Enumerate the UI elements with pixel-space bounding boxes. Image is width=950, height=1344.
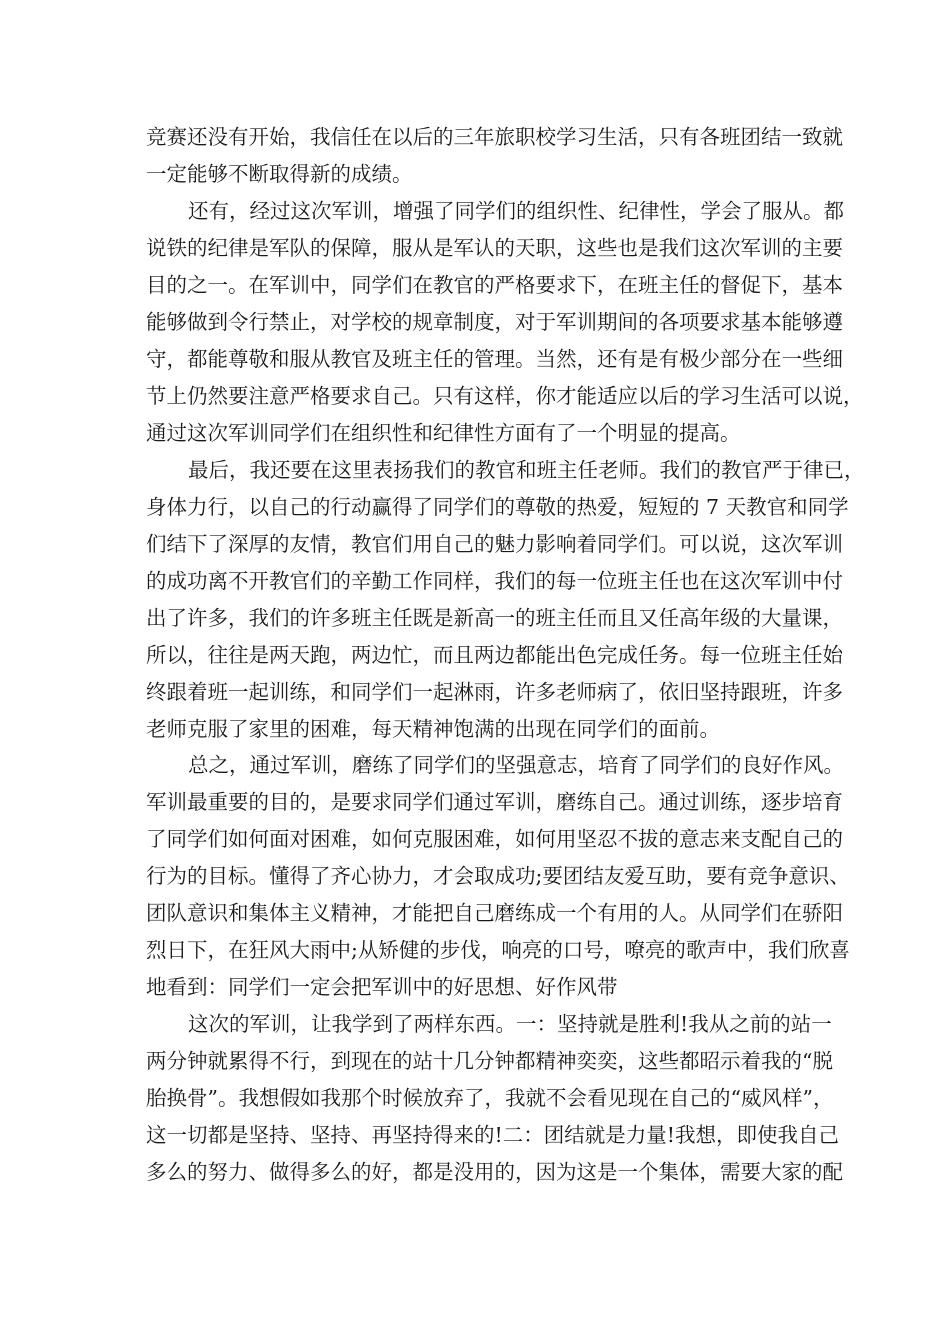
text-line: 的成功离不开教官们的辛勤工作同样，我们的每一位班主任也在这次军训中付 — [146, 569, 843, 593]
text-line: 竞赛还没有开始，我信任在以后的三年旅职校学习生活，只有各班团结一致就 — [146, 125, 843, 149]
text-line: 这一切都是坚持、坚持、再坚持得来的!二：团结就是力量!我想，即使我自己 — [146, 1123, 839, 1147]
text-line: 身体力行，以自己的行动赢得了同学们的尊敬的热爱，短短的 7 天教官和同学 — [146, 495, 849, 519]
paragraph-first-line: 总之，通过军训，磨练了同学们的坚强意志，培育了同学们的良好作风。 — [188, 753, 844, 777]
text-line: 行为的目标。懂得了齐心协力，才会取成功;要团结友爱互助，要有竞争意识、 — [146, 864, 850, 888]
text-line: 守，都能尊敬和服从教官及班主任的管理。当然，还有是有极少部分在一些细 — [146, 347, 843, 371]
text-line: 能够做到令行禁止，对学校的规章制度，对于军训期间的各项要求基本能够遵 — [146, 310, 843, 334]
text-line: 多么的努力、做得多么的好，都是没用的，因为这是一个集体，需要大家的配 — [146, 1160, 843, 1184]
text-line: 所以，往往是两天跑，两边忙，而且两边都能出色完成任务。每一位班主任始 — [146, 643, 843, 667]
text-line: 出了许多，我们的许多班主任既是新高一的班主任而且又任高年级的大量课， — [146, 606, 843, 630]
text-line: 胎换骨”。我想假如我那个时候放弃了，我就不会看见现在自己的“威风样”， — [146, 1086, 834, 1110]
text-line: 一定能够不断取得新的成绩。 — [146, 162, 413, 186]
text-line: 团队意识和集体主义精神，才能把自己磨练成一个有用的人。从同学们在骄阳 — [146, 901, 843, 925]
paragraph-first-line: 最后，我还要在这里表扬我们的教官和班主任老师。我们的教官严于律已， — [188, 458, 865, 482]
text-line: 了同学们如何面对困难，如何克服困难，如何用坚忍不拔的意志来支配自己的 — [146, 827, 843, 851]
text-line: 两分钟就累得不行，到现在的站十几分钟都精神奕奕，这些都昭示着我的“脱 — [146, 1049, 833, 1073]
paragraph-first-line: 还有，经过这次军训，增强了同学们的组织性、纪律性，学会了服从。都 — [188, 199, 844, 223]
text-line: 节上仍然要注意严格要求自己。只有这样，你才能适应以后的学习生活可以说， — [146, 384, 864, 408]
paragraph-first-line: 这次的军训，让我学到了两样东西。一：坚持就是胜利!我从之前的站一 — [188, 1012, 832, 1036]
text-line: 通过这次军训同学们在组织性和纪律性方面有了一个明显的提高。 — [146, 421, 741, 445]
text-line: 老师克服了家里的困难，每天精神饱满的出现在同学们的面前。 — [146, 717, 720, 741]
text-line: 终跟着班一起训练，和同学们一起淋雨，许多老师病了，依旧坚持跟班，许多 — [146, 680, 843, 704]
text-line: 烈日下，在狂风大雨中;从矫健的步伐，响亮的口号，嘹亮的歌声中，我们欣喜 — [146, 938, 850, 962]
text-line: 地看到：同学们一定会把军训中的好思想、好作风带 — [146, 975, 618, 999]
text-line: 目的之一。在军训中，同学们在教官的严格要求下，在班主任的督促下，基本 — [146, 273, 843, 297]
text-line: 们结下了深厚的友情，教官们用自己的魅力影响着同学们。可以说，这次军训 — [146, 532, 843, 556]
text-line: 军训最重要的目的，是要求同学们通过军训，磨练自己。通过训练，逐步培育 — [146, 790, 843, 814]
text-line: 说铁的纪律是军队的保障，服从是军认的天职，这些也是我们这次军训的主要 — [146, 236, 843, 260]
